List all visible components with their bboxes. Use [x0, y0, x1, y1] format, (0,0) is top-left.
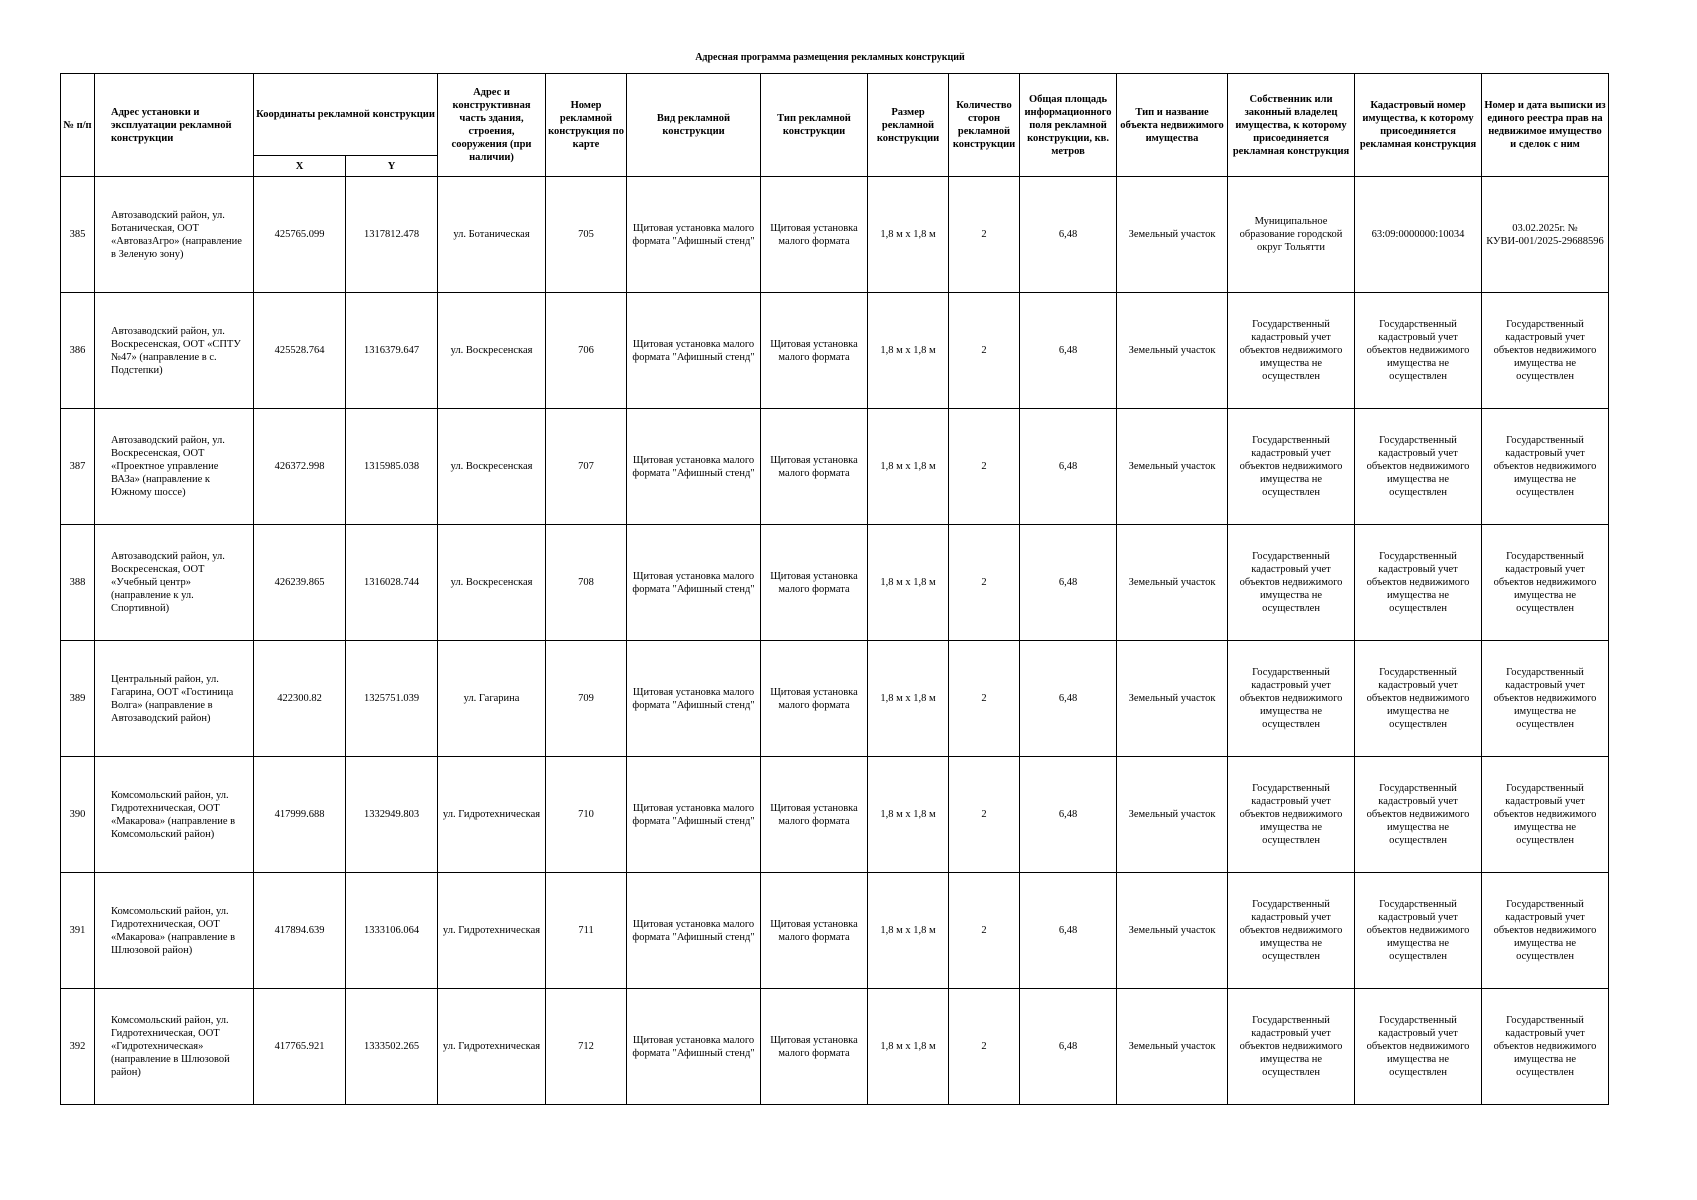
table-row [61, 757, 1609, 873]
table-row [61, 525, 1609, 641]
cell-building: ул. Воскресенская [438, 293, 546, 409]
cell-area: 6,48 [1020, 177, 1117, 293]
cell-owner: Государственный кадастровый учет объектов недвижимого имущества не осуществлен [1228, 641, 1355, 757]
cell-y: 1315985.038 [346, 409, 438, 525]
cell-owner: Государственный кадастровый учет объектов недвижимого имущества не осуществлен [1228, 409, 1355, 525]
cell-size: 1,8 м х 1,8 м [868, 873, 949, 989]
cell-x: 417894.639 [254, 873, 346, 989]
cell-cadastral: 63:09:0000000:10034 [1355, 177, 1482, 293]
cell-address: Центральный район, ул. Гагарина, ООТ «Гостиница Волга» (направление в Автозаводский район) [95, 641, 254, 757]
cell-y: 1332949.803 [346, 757, 438, 873]
cell-cadastral: Государственный кадастровый учет объектов недвижимого имущества не осуществлен [1355, 641, 1482, 757]
header-x: X [254, 156, 346, 177]
cell-area: 6,48 [1020, 757, 1117, 873]
cell-address: Автозаводский район, ул. Воскресенская, ООТ «Учебный центр» (направление к ул. Спортивной) [95, 525, 254, 641]
cell-size: 1,8 м х 1,8 м [868, 641, 949, 757]
cell-registry: Государственный кадастровый учет объектов недвижимого имущества не осуществлен [1482, 873, 1609, 989]
table-row [61, 177, 1609, 293]
header-map-number: Номер рекламной конструкция по карте [546, 74, 627, 177]
cell-type: Щитовая установка малого формата [761, 177, 868, 293]
cell-y: 1317812.478 [346, 177, 438, 293]
header-owner: Собственник или законный владелец имущества, к которому присоединяется рекламная конструкция [1228, 74, 1355, 177]
cell-y: 1316028.744 [346, 525, 438, 641]
cell-sides: 2 [949, 873, 1020, 989]
cell-property: Земельный участок [1117, 757, 1228, 873]
cell-address: Автозаводский район, ул. Воскресенская, ООТ «СПТУ №47» (направление в с. Подстепки) [95, 293, 254, 409]
header-num: № п/п [61, 74, 95, 177]
cell-x: 417765.921 [254, 989, 346, 1105]
cell-owner: Государственный кадастровый учет объектов недвижимого имущества не осуществлен [1228, 525, 1355, 641]
cell-y: 1325751.039 [346, 641, 438, 757]
cell-registry: Государственный кадастровый учет объектов недвижимого имущества не осуществлен [1482, 409, 1609, 525]
cell-sides: 2 [949, 757, 1020, 873]
cell-registry: Государственный кадастровый учет объектов недвижимого имущества не осуществлен [1482, 525, 1609, 641]
cell-type: Щитовая установка малого формата [761, 409, 868, 525]
cell-num: 390 [61, 757, 95, 873]
cell-building: ул. Воскресенская [438, 525, 546, 641]
header-area: Общая площадь информационного поля рекламной конструкции, кв. метров [1020, 74, 1117, 177]
cell-num: 392 [61, 989, 95, 1105]
cell-area: 6,48 [1020, 293, 1117, 409]
header-y: Y [346, 156, 438, 177]
cell-registry: Государственный кадастровый учет объектов недвижимого имущества не осуществлен [1482, 757, 1609, 873]
cell-kind: Щитовая установка малого формата "Афишный стенд" [627, 989, 761, 1105]
cell-sides: 2 [949, 989, 1020, 1105]
cell-kind: Щитовая установка малого формата "Афишный стенд" [627, 525, 761, 641]
cell-building: ул. Гагарина [438, 641, 546, 757]
cell-x: 426239.865 [254, 525, 346, 641]
cell-num: 389 [61, 641, 95, 757]
cell-y: 1316379.647 [346, 293, 438, 409]
cell-cadastral: Государственный кадастровый учет объектов недвижимого имущества не осуществлен [1355, 293, 1482, 409]
cell-owner: Муниципальное образование городской округ Тольятти [1228, 177, 1355, 293]
cell-x: 425765.099 [254, 177, 346, 293]
cell-cadastral: Государственный кадастровый учет объектов недвижимого имущества не осуществлен [1355, 409, 1482, 525]
cell-size: 1,8 м х 1,8 м [868, 989, 949, 1105]
cell-building: ул. Ботаническая [438, 177, 546, 293]
cell-area: 6,48 [1020, 873, 1117, 989]
table-row [61, 873, 1609, 989]
cell-map-number: 706 [546, 293, 627, 409]
cell-owner: Государственный кадастровый учет объектов недвижимого имущества не осуществлен [1228, 873, 1355, 989]
cell-kind: Щитовая установка малого формата "Афишный стенд" [627, 757, 761, 873]
table-row [61, 409, 1609, 525]
cell-map-number: 709 [546, 641, 627, 757]
cell-registry: 03.02.2025г. № КУВИ-001/2025-29688596 [1482, 177, 1609, 293]
cell-sides: 2 [949, 177, 1020, 293]
cell-building: ул. Гидротехническая [438, 989, 546, 1105]
cell-registry: Государственный кадастровый учет объектов недвижимого имущества не осуществлен [1482, 989, 1609, 1105]
cell-size: 1,8 м х 1,8 м [868, 525, 949, 641]
cell-map-number: 705 [546, 177, 627, 293]
cell-num: 388 [61, 525, 95, 641]
cell-kind: Щитовая установка малого формата "Афишный стенд" [627, 177, 761, 293]
header-building: Адрес и конструктивная часть здания, строения, сооружения (при наличии) [438, 74, 546, 177]
cell-sides: 2 [949, 409, 1020, 525]
cell-y: 1333106.064 [346, 873, 438, 989]
cell-address: Автозаводский район, ул. Воскресенская, ООТ «Проектное управление ВАЗа» (направление к Южному шоссе) [95, 409, 254, 525]
cell-x: 426372.998 [254, 409, 346, 525]
cell-owner: Государственный кадастровый учет объектов недвижимого имущества не осуществлен [1228, 293, 1355, 409]
cell-property: Земельный участок [1117, 293, 1228, 409]
cell-registry: Государственный кадастровый учет объектов недвижимого имущества не осуществлен [1482, 293, 1609, 409]
cell-sides: 2 [949, 641, 1020, 757]
cell-area: 6,48 [1020, 409, 1117, 525]
cell-registry: Государственный кадастровый учет объектов недвижимого имущества не осуществлен [1482, 641, 1609, 757]
cell-property: Земельный участок [1117, 177, 1228, 293]
cell-cadastral: Государственный кадастровый учет объектов недвижимого имущества не осуществлен [1355, 757, 1482, 873]
cell-property: Земельный участок [1117, 641, 1228, 757]
cell-size: 1,8 м х 1,8 м [868, 757, 949, 873]
cell-cadastral: Государственный кадастровый учет объектов недвижимого имущества не осуществлен [1355, 873, 1482, 989]
cell-cadastral: Государственный кадастровый учет объектов недвижимого имущества не осуществлен [1355, 525, 1482, 641]
cell-address: Комсомольский район, ул. Гидротехническая, ООТ «Макарова» (направление в Шлюзовой район) [95, 873, 254, 989]
header-size: Размер рекламной конструкции [868, 74, 949, 177]
cell-property: Земельный участок [1117, 409, 1228, 525]
header-registry: Номер и дата выписки из единого реестра прав на недвижимое имущество и сделок с ним [1482, 74, 1609, 177]
cell-x: 422300.82 [254, 641, 346, 757]
cell-area: 6,48 [1020, 525, 1117, 641]
cell-size: 1,8 м х 1,8 м [868, 409, 949, 525]
cell-property: Земельный участок [1117, 989, 1228, 1105]
cell-type: Щитовая установка малого формата [761, 757, 868, 873]
cell-property: Земельный участок [1117, 873, 1228, 989]
page-title: Адресная программа размещения рекламных конструкций [695, 52, 965, 63]
header-type: Тип рекламной конструкции [761, 74, 868, 177]
cell-size: 1,8 м х 1,8 м [868, 177, 949, 293]
cell-cadastral: Государственный кадастровый учет объектов недвижимого имущества не осуществлен [1355, 989, 1482, 1105]
cell-address: Комсомольский район, ул. Гидротехническая, ООТ «Макарова» (направление в Комсомольский район) [95, 757, 254, 873]
cell-area: 6,48 [1020, 641, 1117, 757]
cell-area: 6,48 [1020, 989, 1117, 1105]
cell-kind: Щитовая установка малого формата "Афишный стенд" [627, 409, 761, 525]
cell-map-number: 708 [546, 525, 627, 641]
cell-building: ул. Гидротехническая [438, 873, 546, 989]
cell-sides: 2 [949, 525, 1020, 641]
cell-x: 425528.764 [254, 293, 346, 409]
cell-building: ул. Гидротехническая [438, 757, 546, 873]
cell-x: 417999.688 [254, 757, 346, 873]
cell-map-number: 710 [546, 757, 627, 873]
cell-owner: Государственный кадастровый учет объектов недвижимого имущества не осуществлен [1228, 989, 1355, 1105]
cell-num: 391 [61, 873, 95, 989]
header-kind: Вид рекламной конструкции [627, 74, 761, 177]
table-row [61, 641, 1609, 757]
cell-owner: Государственный кадастровый учет объектов недвижимого имущества не осуществлен [1228, 757, 1355, 873]
header-address: Адрес установки и эксплуатации рекламной конструкции [95, 74, 254, 177]
header-sides: Количество сторон рекламной конструкции [949, 74, 1020, 177]
cell-type: Щитовая установка малого формата [761, 873, 868, 989]
table-row [61, 293, 1609, 409]
cell-kind: Щитовая установка малого формата "Афишный стенд" [627, 873, 761, 989]
cell-type: Щитовая установка малого формата [761, 525, 868, 641]
cell-size: 1,8 м х 1,8 м [868, 293, 949, 409]
header-row [61, 74, 1609, 156]
cell-type: Щитовая установка малого формата [761, 989, 868, 1105]
cell-kind: Щитовая установка малого формата "Афишный стенд" [627, 293, 761, 409]
cell-num: 386 [61, 293, 95, 409]
advertising-table [60, 73, 1609, 1105]
table-row [61, 989, 1609, 1105]
cell-building: ул. Воскресенская [438, 409, 546, 525]
cell-kind: Щитовая установка малого формата "Афишный стенд" [627, 641, 761, 757]
cell-property: Земельный участок [1117, 525, 1228, 641]
cell-sides: 2 [949, 293, 1020, 409]
cell-map-number: 712 [546, 989, 627, 1105]
header-coords: Координаты рекламной конструкции [254, 74, 438, 156]
cell-address: Комсомольский район, ул. Гидротехническая, ООТ «Гидротехническая» (направление в Шлюзовой район) [95, 989, 254, 1105]
cell-num: 385 [61, 177, 95, 293]
cell-type: Щитовая установка малого формата [761, 641, 868, 757]
header-property: Тип и название объекта недвижимого имущества [1117, 74, 1228, 177]
cell-address: Автозаводский район, ул. Ботаническая, ООТ «АвтовазАгро» (направление в Зеленую зону) [95, 177, 254, 293]
cell-type: Щитовая установка малого формата [761, 293, 868, 409]
header-cadastral: Кадастровый номер имущества, к которому присоединяется рекламная конструкция [1355, 74, 1482, 177]
cell-map-number: 711 [546, 873, 627, 989]
cell-num: 387 [61, 409, 95, 525]
cell-map-number: 707 [546, 409, 627, 525]
cell-y: 1333502.265 [346, 989, 438, 1105]
